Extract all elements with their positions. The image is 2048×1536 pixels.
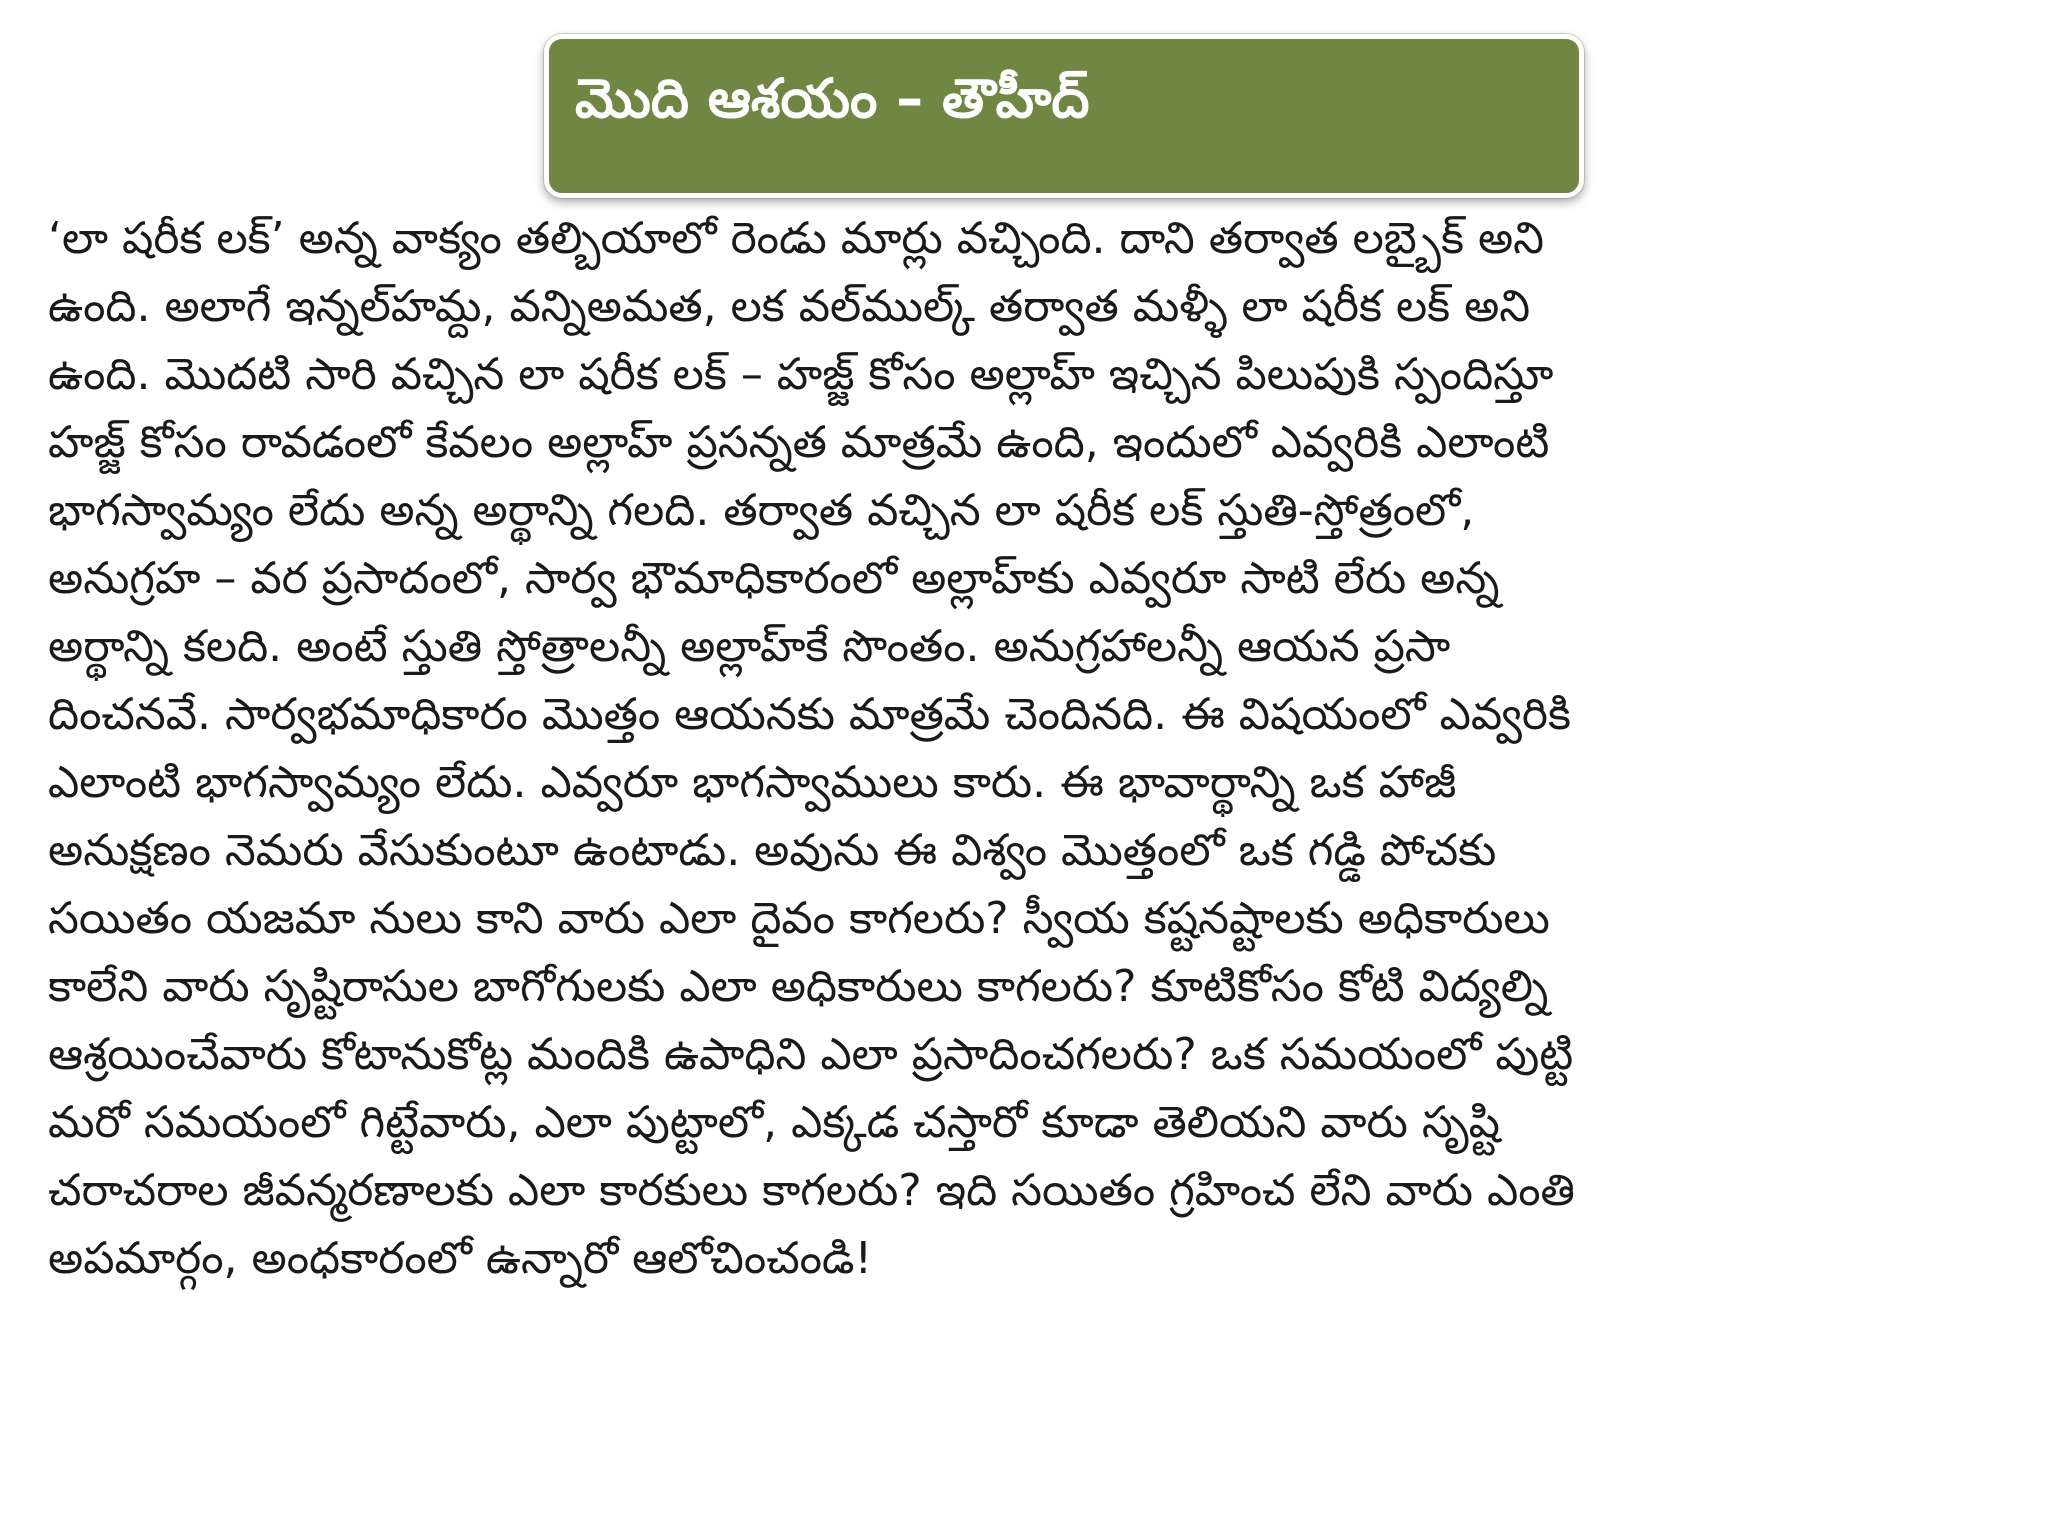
body-line: మరో సమయంలో గిట్టేవారు, ఎలా పుట్టాలో, ఎక్కడ చస్తారో కూడా తెలియని వారు సృష్టి — [48, 1097, 1500, 1148]
body-line: సయితం యజమా నులు కాని వారు ఎలా దైవం కాగలరు? స్వీయ కష్టనష్టాలకు అధికారులు — [48, 893, 1550, 944]
body-line: అనుగ్రహ – వర ప్రసాదంలో, సార్వ భౌమాధికారంలో అల్లాహ్‌కు ఎవ్వరూ సాటి లేరు అన్న — [48, 553, 1500, 604]
slide-title: మొది ఆశయం – తౌహీద్ — [575, 67, 1090, 131]
title-banner — [544, 34, 1584, 198]
body-line: అర్థాన్ని కలది. అంటే స్తుతి స్తోత్రాలన్నీ అల్లాహ్‌కే సొంతం. అనుగ్రహాలన్నీ ఆయన ప్రసా — [48, 621, 1451, 672]
body-line: ఎలాంటి భాగస్వామ్యం లేదు. ఎవ్వరూ భాగస్వాములు కారు. ఈ భావార్థాన్ని ఒక హాజీ — [48, 757, 1457, 808]
body-paragraph — [48, 205, 2008, 1293]
body-line: ఉంది. అలాగే ఇన్నల్‌హమ్ద, వన్నిఅమత, లక వల్‌ముల్క్ తర్వాత మళ్ళీ లా షరీక లక్ అని — [48, 281, 1531, 332]
body-line: ఉంది. మొదటి సారి వచ్చిన లా షరీక లక్ – హజ్జ్ కోసం అల్లాహ్ ఇచ్చిన పిలుపుకి స్పందిస్తూ — [48, 349, 1554, 400]
body-line: భాగస్వామ్యం లేదు అన్న అర్థాన్ని గలది. తర్వాత వచ్చిన లా షరీక లక్ స్తుతి-స్తోత్రంలో, — [48, 485, 1475, 536]
body-line: అనుక్షణం నెమరు వేసుకుంటూ ఉంటాడు. అవును ఈ విశ్వం మొత్తంలో ఒక గడ్డి పోచకు — [48, 825, 1497, 876]
body-line: ‘లా షరీక లక్’ అన్న వాక్యం తల్బియాలో రెండు మార్లు వచ్చింది. దాని తర్వాత లబ్బైక్ అని — [48, 213, 1545, 264]
body-line: అపమార్గం, అంధకారంలో ఉన్నారో ఆలోచించండి! — [48, 1233, 873, 1284]
body-line: దించనవే. సార్వభమాధికారం మొత్తం ఆయనకు మాత్రమే చెందినది. ఈ విషయంలో ఎవ్వరికి — [48, 689, 1571, 740]
body-line: హజ్జ్ కోసం రావడంలో కేవలం అల్లాహ్ ప్రసన్నత మాత్రమే ఉంది, ఇందులో ఎవ్వరికి ఎలాంటి — [48, 417, 1550, 468]
body-line: ఆశ్రయించేవారు కోటానుకోట్ల మందికి ఉపాధిని ఎలా ప్రసాదించగలరు? ఒక సమయంలో పుట్టి — [48, 1029, 1574, 1080]
body-line: చరాచరాల జీవన్మరణాలకు ఎలా కారకులు కాగలరు? ఇది సయితం గ్రహించ లేని వారు ఎంతి — [48, 1165, 1575, 1216]
body-line: కాలేని వారు సృష్టిరాసుల బాగోగులకు ఎలా అధికారులు కాగలరు? కూటికోసం కోటి విద్యల్ని — [48, 961, 1549, 1012]
